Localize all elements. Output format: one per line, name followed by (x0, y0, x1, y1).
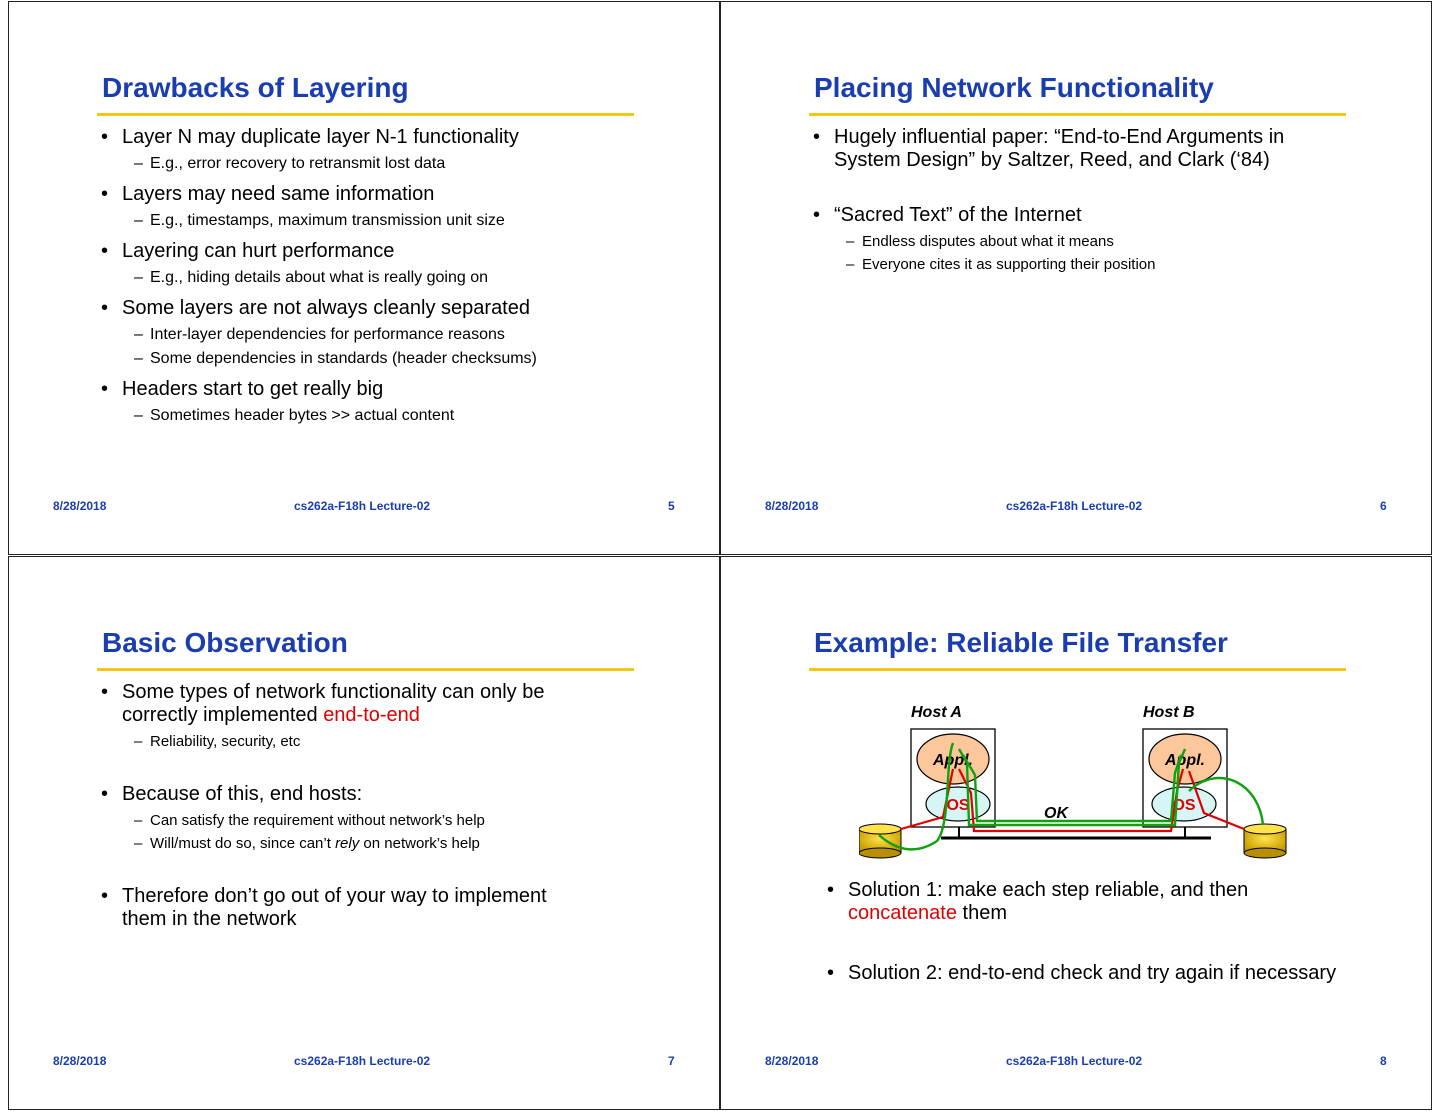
sub-bullet: – E.g., hiding details about what is really going on (101, 268, 661, 288)
title-underline (97, 668, 634, 671)
title-underline (97, 113, 634, 116)
ok-label: OK (1044, 805, 1068, 822)
bullet: • “Sacred Text” of the Internet (813, 204, 1333, 227)
sub-bullet: – Inter-layer dependencies for performance reasons (101, 325, 661, 345)
sub-bullet: – Everyone cites it as supporting their position (813, 255, 1333, 274)
appl-label: Appl. (1165, 752, 1205, 769)
highlight-text: concatenate (848, 902, 957, 924)
sub-bullet: – Some dependencies in standards (header checksums) (101, 349, 661, 369)
slide-6 (720, 1, 1432, 555)
page-number: 5 (668, 499, 675, 513)
footer-date: 8/28/2018 (765, 499, 819, 513)
page-number: 6 (1380, 499, 1387, 513)
bullet-text: Some types of network functionality can only be correctly implemented (122, 681, 545, 726)
footer-date: 8/28/2018 (765, 1054, 819, 1068)
slide-body (101, 681, 581, 931)
sub-bullet (101, 834, 581, 853)
slide-body (101, 126, 661, 426)
sub-bullet-text: Will/must do so, since can’t (150, 835, 336, 852)
bullet (101, 681, 581, 727)
footer-date: 8/28/2018 (53, 499, 107, 513)
sub-bullet: – Endless disputes about what it means (813, 232, 1333, 251)
sub-bullet: – Sometimes header bytes >> actual content (101, 406, 661, 426)
footer-date: 8/28/2018 (53, 1054, 107, 1068)
title-underline (809, 113, 1346, 116)
footer-course: cs262a-F18h Lecture-02 (1006, 499, 1143, 513)
slide-title: Drawbacks of Layering (102, 72, 409, 103)
bullet: • Layer N may duplicate layer N-1 functionality (101, 126, 661, 149)
host-a-label: Host A (911, 704, 962, 721)
slide-title: Placing Network Functionality (814, 72, 1214, 103)
bullet: • Because of this, end hosts: (101, 783, 581, 806)
emphasis-text: rely (335, 835, 360, 852)
host-b-label: Host B (1143, 704, 1195, 721)
file-transfer-diagram (859, 703, 1299, 863)
sub-bullet: – Can satisfy the requirement without network’s help (101, 811, 581, 830)
bullet (827, 879, 1347, 925)
sub-bullet: – E.g., error recovery to retransmit lost data (101, 154, 661, 174)
page-number: 7 (668, 1054, 675, 1068)
bullet: • Therefore don’t go out of your way to implement them in the network (101, 885, 581, 931)
title-underline (809, 668, 1346, 671)
disk-b-icon (1244, 824, 1286, 858)
footer-course: cs262a-F18h Lecture-02 (1006, 1054, 1143, 1068)
bullet: • Solution 2: end-to-end check and try again if necessary (827, 962, 1347, 985)
sub-bullet: – E.g., timestamps, maximum transmission unit size (101, 211, 661, 231)
slide-title: Basic Observation (102, 627, 348, 658)
slide-title: Example: Reliable File Transfer (814, 627, 1228, 658)
bullet: • Hugely influential paper: “End-to-End Arguments in System Design” by Saltzer, Reed, and Clark (‘84) (813, 126, 1333, 172)
bullet-text: them (956, 902, 1008, 924)
os-label: OS (1172, 797, 1196, 814)
slide-body (813, 126, 1333, 274)
footer-course: cs262a-F18h Lecture-02 (294, 1054, 431, 1068)
bullet: • Layers may need same information (101, 183, 661, 206)
slide-5 (8, 1, 720, 555)
slide-7 (8, 556, 720, 1110)
bullet: • Some layers are not always cleanly separated (101, 297, 661, 320)
bullet: • Headers start to get really big (101, 378, 661, 401)
page-number: 8 (1380, 1054, 1387, 1068)
disk-a-icon (859, 824, 901, 858)
bullet: • Layering can hurt performance (101, 240, 661, 263)
appl-label: Appl. (933, 752, 973, 769)
slide-body (827, 879, 1347, 985)
highlight-text: end-to-end (323, 704, 420, 726)
slide-8 (720, 556, 1432, 1110)
os-label: OS (946, 797, 970, 814)
footer-course: cs262a-F18h Lecture-02 (294, 499, 431, 513)
sub-bullet-text: on network’s help (359, 835, 480, 852)
sub-bullet: – Reliability, security, etc (101, 732, 581, 751)
bullet-text: Solution 1: make each step reliable, and then (848, 879, 1249, 901)
